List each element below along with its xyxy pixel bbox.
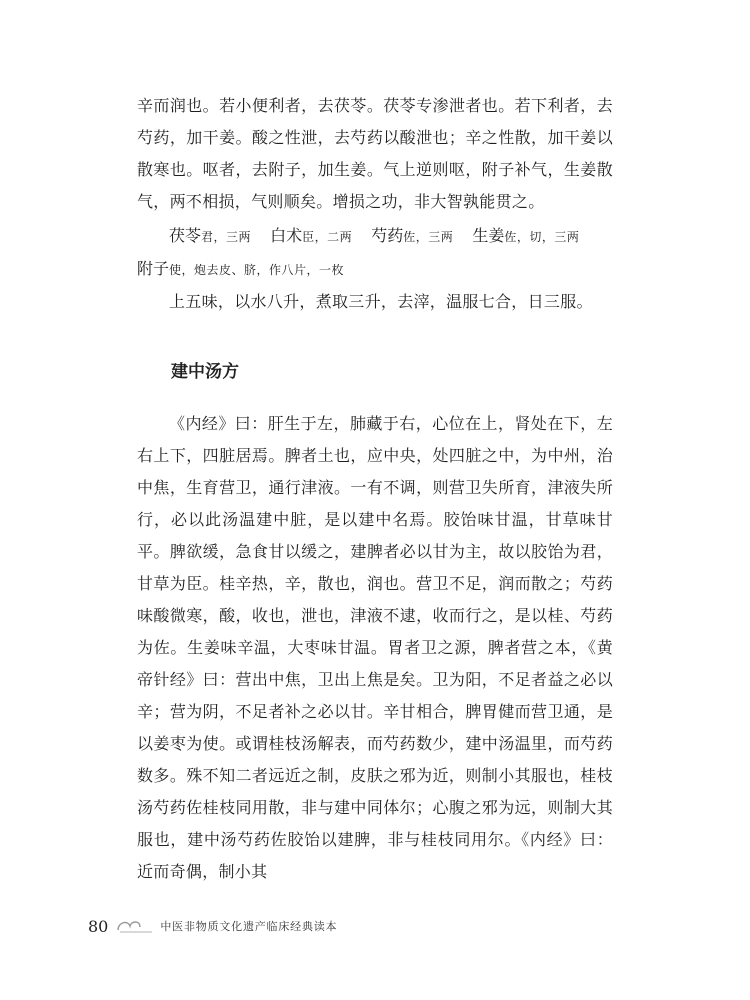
book-title: 中医非物质文化遗产临床经典读本: [160, 920, 338, 933]
cloud-ornament-icon: [114, 914, 154, 938]
herb-name: 生姜: [472, 226, 505, 245]
herb-list: [137, 220, 613, 286]
page-number: 80: [88, 916, 109, 936]
herb-note: 君，三两: [201, 230, 252, 244]
herb-note: 佐，三两: [403, 230, 454, 244]
paragraph-commentary-1: 辛而润也。若小便利者，去茯苓。茯苓专渗泄者也。若下利者，去芍药，加干姜。酸之性泄，去芍药以酸泄也；辛之性散，加干姜以散寒也。呕者，去附子，加生姜。气上逆则呕，附子补气，生姜散气，两不相损，气则顺矣。增损之功，非大智孰能贯之。: [137, 96, 613, 211]
page-footer: [88, 914, 337, 938]
section-spacer: [137, 318, 613, 356]
herb-note: 佐，切，三两: [504, 230, 580, 244]
page-body: [137, 90, 613, 888]
paragraph-commentary-2: 《内经》曰：肝生于左，肺藏于右，心位在上，肾处在下，左右上下，四脏居焉。脾者土也，应中央，处四脏之中，为中州，治中焦，生育营卫，通行津液。一有不调，则营卫失所育，津液失所行，必以此汤温建中脏，是以建中名焉。胶饴味甘温，甘草味甘平。脾欲缓，急食甘以缓之，建脾者必以甘为主，故以胶饴为君，甘草为臣。桂辛热，辛，散也，润也。营卫不足，润而散之；芍药味酸微寒，酸，收也，泄也，津液不逮，收而行之，是以桂、芍药为佐。生姜味辛温，大枣味甘温。胃者卫之源，脾者营之本，《黄帝针经》曰：营出中焦，卫出上焦是矣。卫为阳，不足者益之必以辛；营为阴，不足者补之必以甘。辛甘相合，脾胃健而营卫通，是以姜枣为使。或谓桂枝汤解表，而芍药数少，建中汤温里，而芍药数多。殊不知二者远近之制，皮肤之邪为近，则制小其服也，桂枝汤芍药佐桂枝同用散，非与建中同体尔；心腹之邪为远，则制大其服也，建中汤芍药佐胶饴以建脾，非与桂枝同用尔。《内经》曰：近而奇偶，制小其: [137, 414, 613, 881]
paragraph-preparation: 上五味，以水八升，煮取三升，去滓，温服七合，日三服。: [169, 292, 593, 311]
herb-note: 使，炮去皮、脐，作八片，一枚: [169, 263, 345, 277]
section-title: 建中汤方: [171, 362, 239, 382]
herb-name: 附子: [137, 259, 170, 278]
herb-name: 白术: [270, 226, 303, 245]
herb-note: 臣，二两: [302, 230, 353, 244]
herb-name: 芍药: [371, 226, 404, 245]
herb-name: 茯苓: [169, 226, 202, 245]
